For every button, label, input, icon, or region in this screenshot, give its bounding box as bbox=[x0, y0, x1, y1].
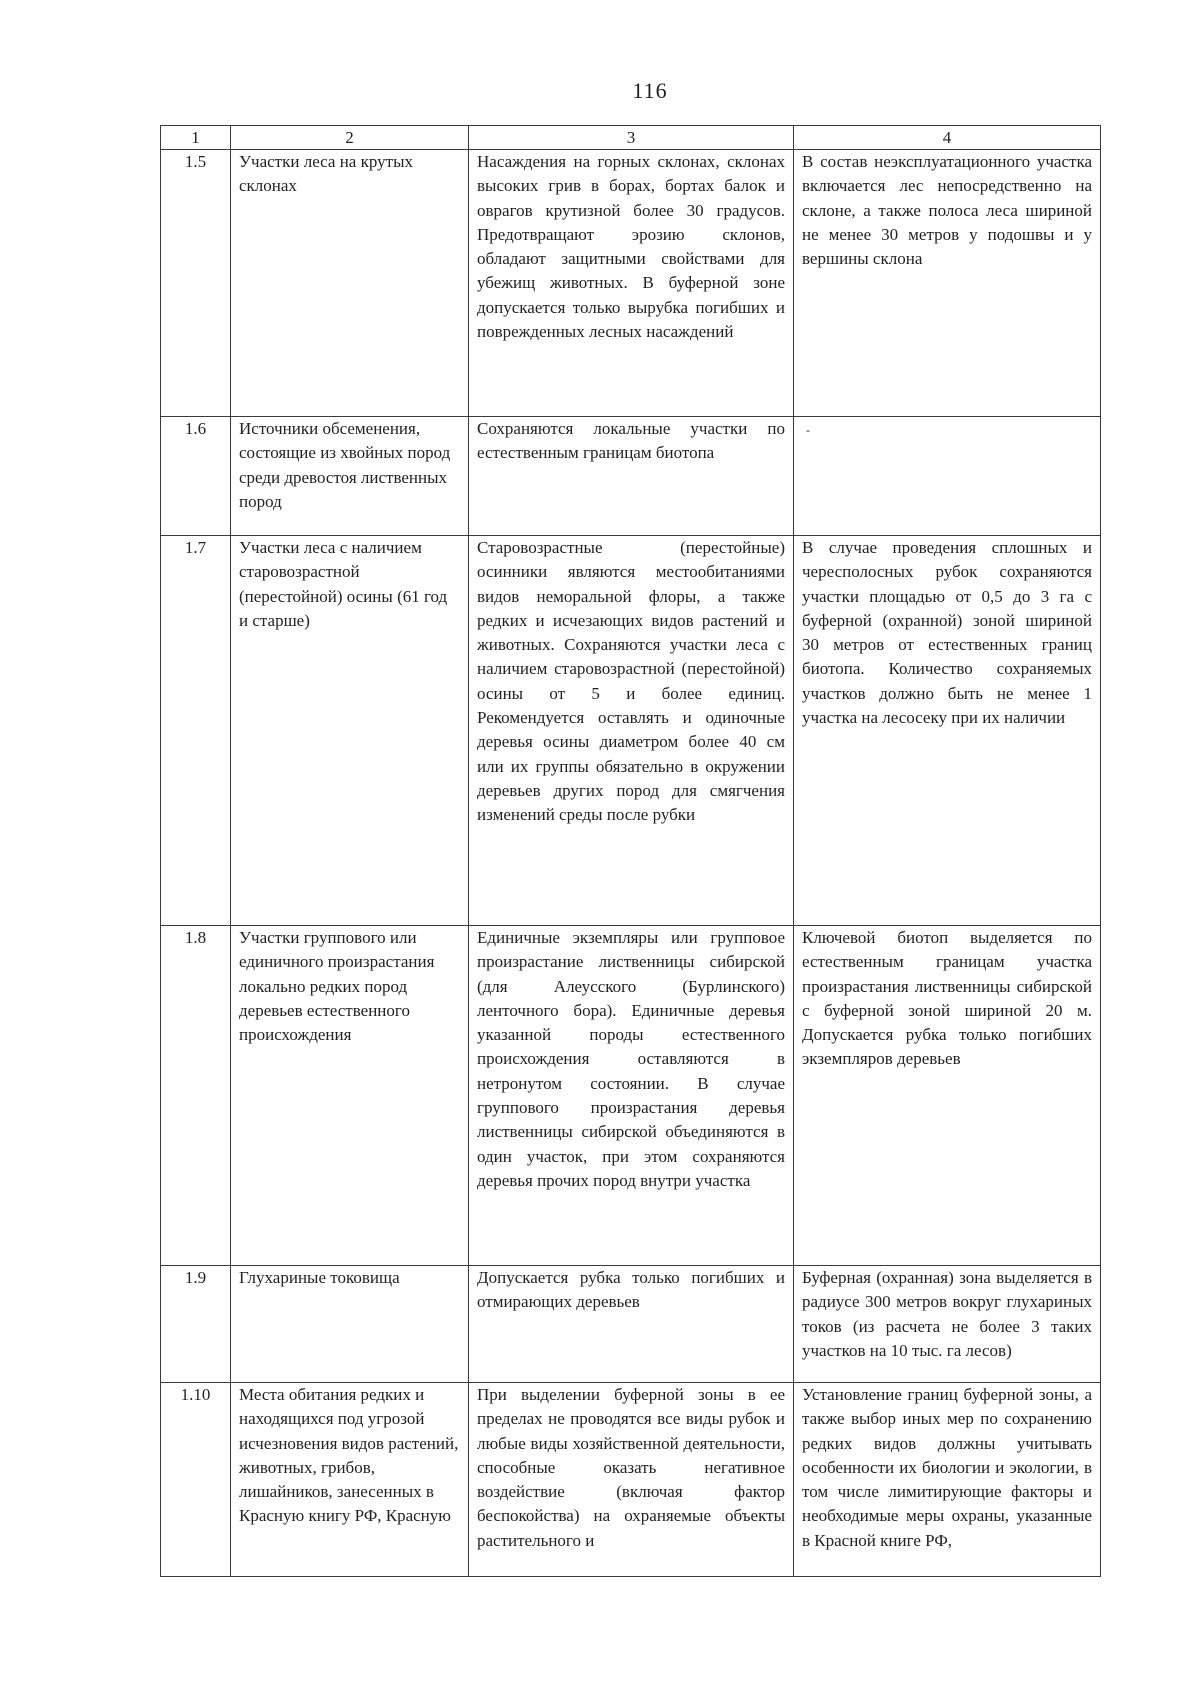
biotope-name: Источники обсеменения, состоящие из хвойных пород среди древостоя лиственных пород bbox=[231, 417, 469, 536]
row-number: 1.7 bbox=[161, 536, 231, 926]
biotope-description: Сохраняются локальные участки по естественным границам биотопа bbox=[469, 417, 794, 536]
biotope-notes bbox=[794, 417, 1101, 536]
header-col-1: 1 bbox=[161, 126, 231, 150]
biotope-description: Насаждения на горных склонах, склонах высоких грив в борах, бортах балок и оврагов крутизной более 30 градусов. Предотвращают эрозию склонов, обладают защитными свойствами для убежищ животных. В буферной зоне допускается только вырубка погибших и поврежденных лесных насаждений bbox=[469, 150, 794, 417]
header-col-2: 2 bbox=[231, 126, 469, 150]
biotope-description: Старовозрастные (перестойные) осинники являются местообитаниями видов неморальной флоры, а также редких и исчезающих видов растений и животных. Сохраняются участки леса с наличием старовозрастной (перестойной) осины от 5 и более единиц. Рекомендуется оставлять и одиночные деревья осины диаметром более 40 см или их группы обязательно в окружении деревьев других пород для смягчения изменений среды после рубки bbox=[469, 536, 794, 926]
biotope-description: При выделении буферной зоны в ее пределах не проводятся все виды рубок и любые виды хозяйственной деятельности, способные оказать негативное воздействие (включая фактор беспокойства) на охраняемые объекты растительного и bbox=[469, 1383, 794, 1577]
biotope-notes: В состав неэксплуатационного участка включается лес непосредственно на склоне, а также полоса леса шириной не менее 30 метров у подошвы и у вершины склона bbox=[794, 150, 1101, 417]
row-number: 1.10 bbox=[161, 1383, 231, 1577]
biotope-name: Участки леса на крутых склонах bbox=[231, 150, 469, 417]
biotope-name: Участки леса с наличием старовозрастной (перестойной) осины (61 год и старше) bbox=[231, 536, 469, 926]
biotope-notes: Установление границ буферной зоны, а также выбор иных мер по сохранению редких видов должны учитывать особенности их биологии и экологии, в том числе лимитирующие факторы и необходимые меры охраны, указанные в Красной книге РФ, bbox=[794, 1383, 1101, 1577]
biotope-table bbox=[160, 125, 1101, 1577]
table-row bbox=[161, 150, 1101, 417]
row-number: 1.6 bbox=[161, 417, 231, 536]
biotope-description: Единичные экземпляры или групповое произрастание лиственницы сибирской (для Алеусского (Бурлинского) ленточного бора). Единичные деревья указанной породы естественного происхождения оставляются в нетронутом состоянии. В случае группового произрастания деревья лиственницы сибирской объединяются в один участок, при этом сохраняются деревья прочих пород внутри участка bbox=[469, 926, 794, 1266]
biotope-notes: Буферная (охранная) зона выделяется в радиусе 300 метров вокруг глухариных токов (из расчета не более 3 таких участков на 10 тыс. га лесов) bbox=[794, 1266, 1101, 1383]
header-col-4: 4 bbox=[794, 126, 1101, 150]
row-number: 1.5 bbox=[161, 150, 231, 417]
page-number: 116 bbox=[632, 78, 668, 103]
table-row bbox=[161, 1383, 1101, 1577]
biotope-notes: Ключевой биотоп выделяется по естественным границам участка произрастания лиственницы сибирской с буферной зоной шириной 20 м. Допускается рубка только погибших экземпляров деревьев bbox=[794, 926, 1101, 1266]
table-row bbox=[161, 1266, 1101, 1383]
biotope-notes: В случае проведения сплошных и чересполосных рубок сохраняются участки площадью от 0,5 до 3 га с буферной (охранной) зоной шириной 30 метров от естественных границ биотопа. Количество сохраняемых участков должно быть не менее 1 участка на лесосеку при их наличии bbox=[794, 536, 1101, 926]
table-row bbox=[161, 417, 1101, 536]
biotope-description: Допускается рубка только погибших и отмирающих деревьев bbox=[469, 1266, 794, 1383]
empty-dash: - bbox=[806, 423, 810, 437]
header-col-3: 3 bbox=[469, 126, 794, 150]
biotope-name: Места обитания редких и находящихся под угрозой исчезновения видов растений, животных, грибов, лишайников, занесенных в Красную книгу РФ, Красную bbox=[231, 1383, 469, 1577]
biotope-name: Глухариные токовища bbox=[231, 1266, 469, 1383]
biotope-name: Участки группового или единичного произрастания локально редких пород деревьев естественного происхождения bbox=[231, 926, 469, 1266]
table-header-row bbox=[161, 126, 1101, 150]
row-number: 1.8 bbox=[161, 926, 231, 1266]
table-row bbox=[161, 536, 1101, 926]
row-number: 1.9 bbox=[161, 1266, 231, 1383]
table-row bbox=[161, 926, 1101, 1266]
